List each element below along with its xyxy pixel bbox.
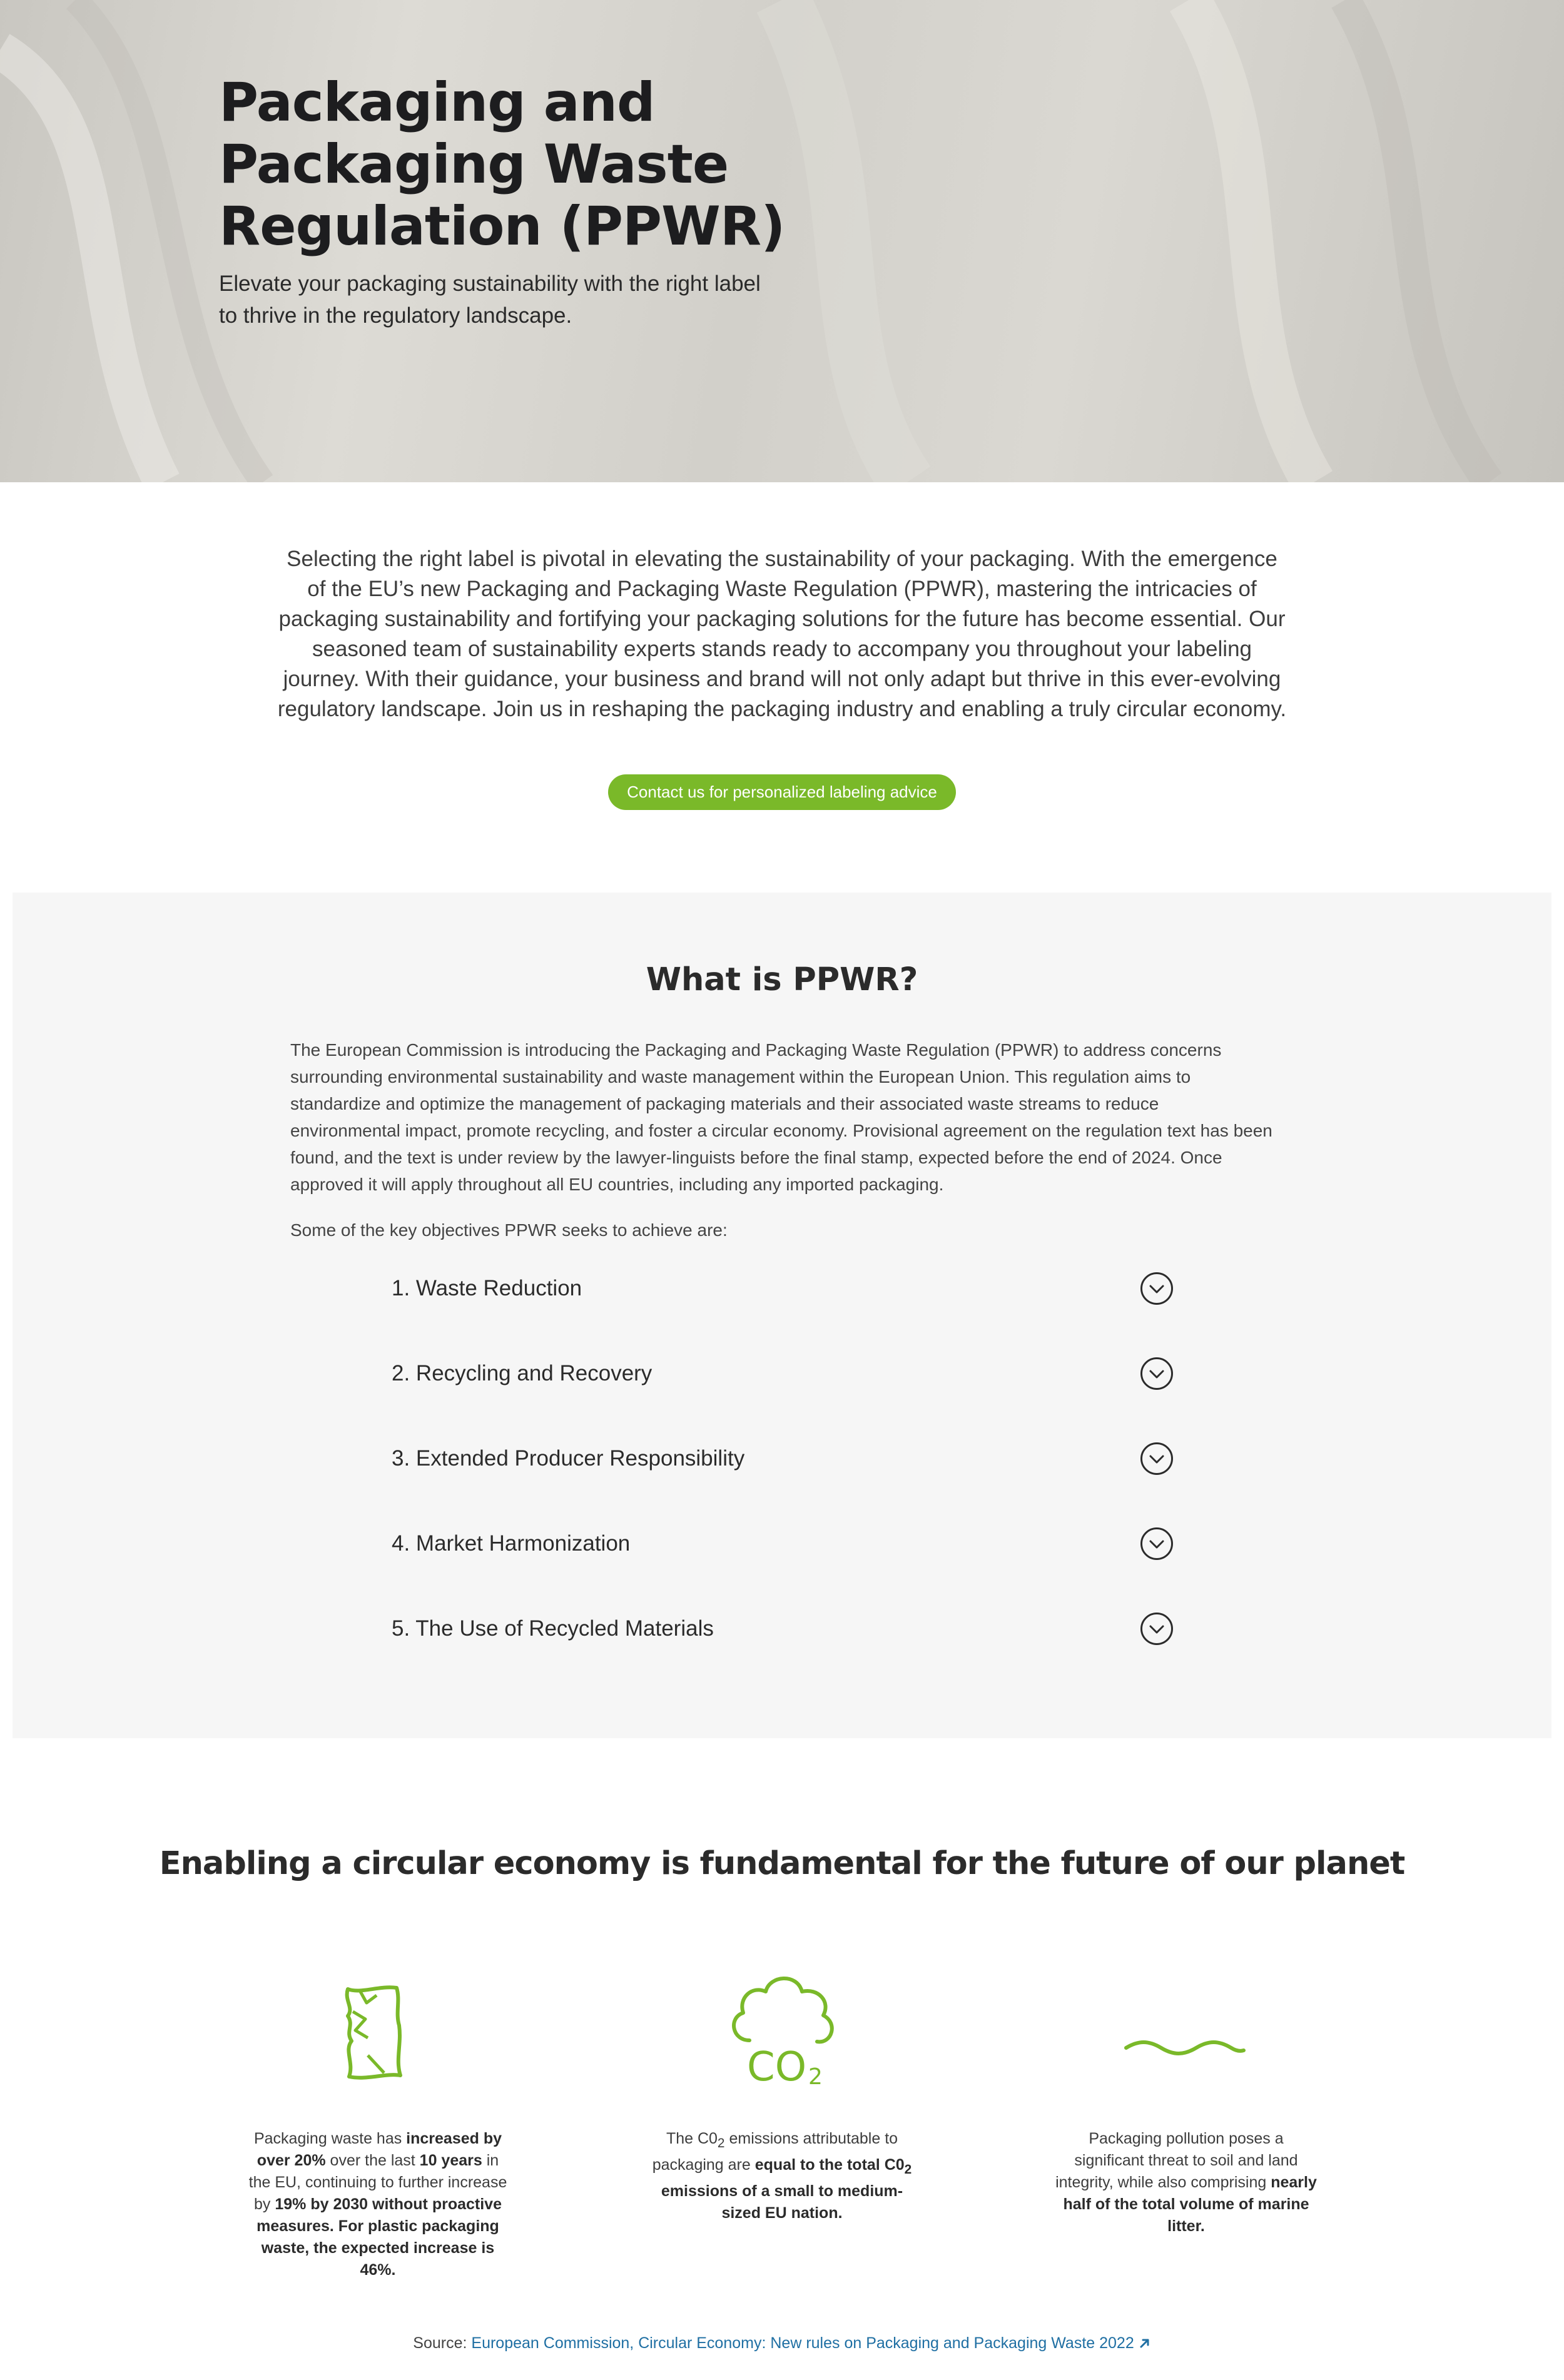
stat-marine-litter: Packaging pollution poses a significant threat to soil and land integrity, while also comprising nearly half of the total volume of marine litter. [1055, 2130, 1317, 2235]
chevron-down-circle-icon[interactable] [1140, 1442, 1174, 1476]
accordion-label: 2. Recycling and Recovery [392, 1361, 653, 1385]
accordion-item-recycled-materials[interactable] [392, 1601, 1192, 1657]
source-link[interactable]: European Commission, Circular Economy: New rules on Packaging and Packaging Waste 2022 [471, 2334, 1150, 2352]
stat-co2-emissions: The $C0_2$ emissions attributable to packaging are equal to the total $C0_2$ emissions of a small to medium-sized EU nation. [652, 2130, 912, 2222]
crumpled-packaging-icon [335, 1982, 429, 2088]
objectives-lead: Some of the key objectives PPWR seeks to achieve are: [290, 1220, 728, 1240]
hero-subtitle: Elevate your packaging sustainability with the right label to thrive in the regulatory landscape. [219, 271, 761, 328]
accordion-label: 5. The Use of Recycled Materials [392, 1616, 714, 1641]
chevron-down-circle-icon[interactable] [1140, 1357, 1174, 1390]
svg-text:CO: CO [747, 2044, 807, 2089]
accordion-item-waste-reduction[interactable] [392, 1260, 1192, 1317]
chevron-down-circle-icon[interactable] [1140, 1612, 1174, 1646]
wave-icon [1124, 2038, 1246, 2057]
chevron-down-circle-icon[interactable] [1140, 1527, 1174, 1561]
accordion-item-extended-producer-responsibility[interactable] [392, 1431, 1192, 1487]
co2-cloud-icon [724, 1970, 840, 2089]
accordion-label: 4. Market Harmonization [392, 1531, 631, 1556]
circular-economy-title: Enabling a circular economy is fundamental for the future of our planet [159, 1845, 1405, 1882]
intro-paragraph: Selecting the right label is pivotal in elevating the sustainability of your packaging. With the emergence of the EU’s new Packaging and Packaging Waste Regulation (PPWR), mastering the intricacies of packaging sustainability and fortifying your packaging solutions for the future has become essential. Our seasoned team of sustainability experts stands ready to accompany you throughout your labeling journey. With their guidance, your business and brand will not only adapt but thrive in this ever-evolving regulatory landscape. Join us in reshaping the packaging industry and enabling a truly circular economy. [277, 547, 1287, 721]
hero-banner [0, 0, 1564, 482]
section-title: What is PPWR? [646, 961, 918, 998]
what-is-ppwr-section [13, 893, 1551, 1738]
ppwr-description: The European Commission is introducing the Packaging and Packaging Waste Regulation (PPWR) to address concerns surrounding environmental sustainability and waste management within the European Union. This regulation aims to standardize and optimize the management of packaging materials and their associated waste streams to reduce environmental impact, promote recycling, and foster a circular economy. Provisional agreement on the regulation text has been found, and the text is under review by the lawyer-linguists before the final stamp, expected before the end of 2024. Once approved it will apply throughout all EU countries, including any imported packaging. [290, 1040, 1272, 1194]
external-link-icon [1139, 2337, 1151, 2349]
page-title: Packaging and Packaging Waste Regulation (PPWR) [219, 71, 785, 258]
accordion-label: 1. Waste Reduction [392, 1276, 582, 1300]
source-citation: Source: European Commission, Circular Economy: New rules on Packaging and Packaging Waste 2022 [0, 2332, 1564, 2354]
chevron-down-circle-icon[interactable] [1140, 1272, 1174, 1305]
contact-cta-button[interactable]: Contact us for personalized labeling advice [608, 774, 956, 810]
stat-packaging-waste: Packaging waste has increased by over 20% over the last 10 years in the EU, continuing to further increase by 19% by 2030 without proactive measures. For plastic packaging waste, the expected increase is 46%. [248, 2130, 507, 2279]
accordion-item-market-harmonization[interactable] [392, 1516, 1192, 1572]
accordion-item-recycling-recovery[interactable] [392, 1345, 1192, 1402]
accordion-label: 3. Extended Producer Responsibility [392, 1446, 745, 1471]
svg-text:2: 2 [808, 2064, 823, 2089]
